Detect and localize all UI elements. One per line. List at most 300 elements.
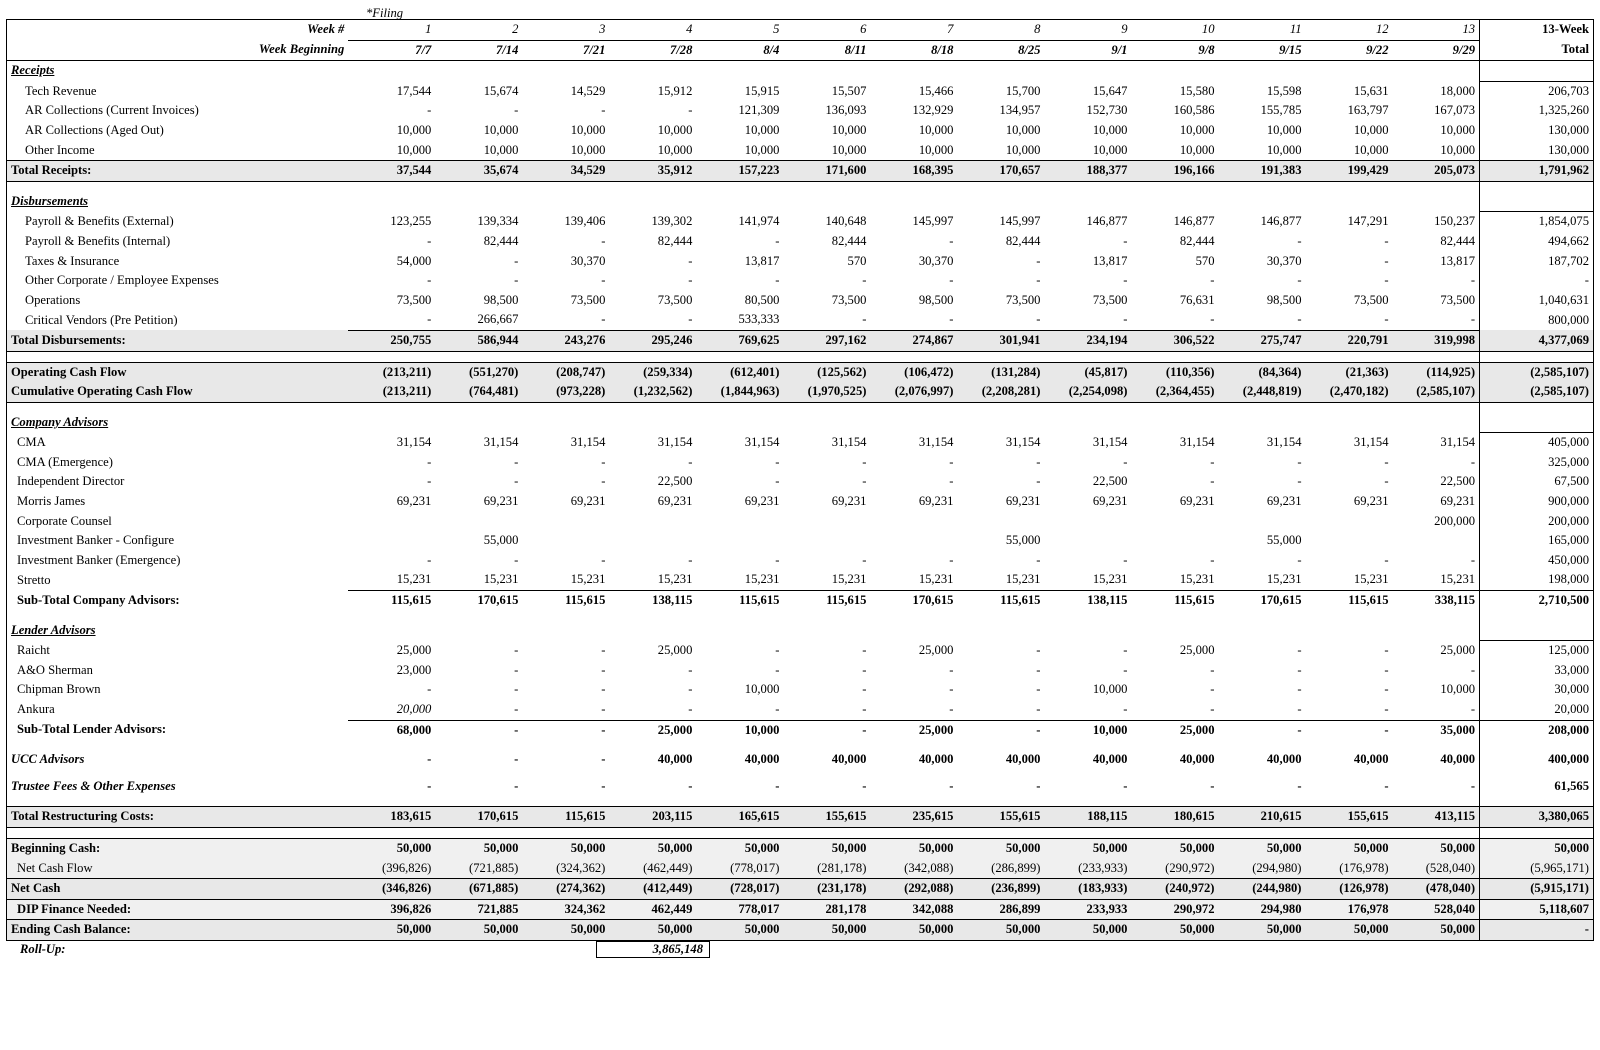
row-total: 33,000 <box>1480 661 1594 681</box>
cell: 413,115 <box>1393 807 1480 828</box>
cell: (110,356) <box>1131 362 1218 382</box>
cell: 15,915 <box>744 83 780 98</box>
table-row <box>7 661 1594 681</box>
cell: - <box>1384 233 1389 248</box>
cell: 73,500 <box>570 292 606 307</box>
cell: - <box>601 662 606 677</box>
cell: 50,000 <box>435 920 522 941</box>
cell: 180,615 <box>1131 807 1218 828</box>
cell: - <box>1384 778 1389 793</box>
receipts-title: Receipts <box>11 63 55 78</box>
cell: - <box>427 103 432 118</box>
cell: 15,631 <box>1353 83 1389 98</box>
cell <box>1219 512 1306 532</box>
rollup-label: Roll-Up: <box>20 941 66 956</box>
cell: (106,472) <box>870 362 957 382</box>
spacer-row <box>7 402 1594 413</box>
week-date: 9/15 <box>1219 40 1306 61</box>
cell <box>1131 512 1218 532</box>
cell: 170,615 <box>477 593 519 608</box>
cell: 50,000 <box>1044 838 1131 858</box>
cell: - <box>427 682 432 697</box>
cell: 13,817 <box>1092 253 1128 268</box>
week-num: 1 <box>348 20 435 41</box>
cell: - <box>949 662 954 677</box>
row-label: Morris James <box>17 494 86 509</box>
rollup-row <box>6 941 1594 963</box>
cell: - <box>427 233 432 248</box>
cell: - <box>1044 310 1131 330</box>
cell: 10,000 <box>918 122 954 137</box>
total-header-line1: 13-Week <box>1480 20 1594 41</box>
cell: 82,444 <box>1005 233 1041 248</box>
cell: 15,231 <box>1044 570 1131 590</box>
cell: 281,178 <box>825 901 867 916</box>
cell: - <box>1384 454 1389 469</box>
cell: 15,231 <box>522 570 609 590</box>
table-row <box>7 310 1594 330</box>
cell: 31,154 <box>744 435 780 450</box>
spacer-row <box>7 611 1594 621</box>
cell: 15,231 <box>435 570 522 590</box>
cell: (45,817) <box>1044 362 1131 382</box>
row-label: Critical Vendors (Pre Petition) <box>25 312 178 327</box>
cell: 140,648 <box>825 214 867 229</box>
cell: 10,000 <box>483 142 519 157</box>
cell: 14,529 <box>570 83 606 98</box>
cell: (274,362) <box>522 879 609 900</box>
cell: - <box>435 700 522 720</box>
cell <box>783 512 870 532</box>
row-total: 67,500 <box>1480 472 1594 492</box>
cell: 10,000 <box>1266 122 1302 137</box>
cell <box>348 531 435 551</box>
week-num: 11 <box>1219 20 1306 41</box>
cell: 50,000 <box>435 838 522 858</box>
cell: 40,000 <box>744 752 780 767</box>
cell: 115,615 <box>522 807 609 828</box>
cell: - <box>1210 682 1215 697</box>
section-company-advisors <box>7 413 1594 433</box>
row-total: 50,000 <box>1480 838 1594 858</box>
cell: (259,334) <box>609 362 696 382</box>
company-advisors-title: Company Advisors <box>11 414 109 429</box>
table-row <box>7 271 1594 291</box>
cell: 10,000 <box>1005 142 1041 157</box>
cell: 146,877 <box>1260 214 1302 229</box>
cell: - <box>427 752 432 767</box>
cell: 40,000 <box>918 752 954 767</box>
cell: 15,231 <box>1306 570 1393 590</box>
cell: 294,980 <box>1260 901 1302 916</box>
cell: - <box>862 642 867 657</box>
cell: 50,000 <box>870 838 957 858</box>
cell: - <box>688 273 693 288</box>
cell: 40,000 <box>1092 752 1128 767</box>
table-row <box>7 232 1594 252</box>
week-num: 6 <box>783 20 870 41</box>
cell: 167,073 <box>1434 103 1476 118</box>
cell: 10,000 <box>918 142 954 157</box>
cell: 10,000 <box>744 122 780 137</box>
table-row <box>7 252 1594 272</box>
cell: - <box>1219 310 1306 330</box>
cell: 50,000 <box>1131 920 1218 941</box>
cell: - <box>1123 642 1128 657</box>
week-num: 4 <box>609 20 696 41</box>
cell: 170,615 <box>1260 593 1302 608</box>
cell: 297,162 <box>783 330 870 351</box>
cell: 528,040 <box>1434 901 1476 916</box>
cell: - <box>1036 454 1041 469</box>
week-date: 7/21 <box>522 40 609 61</box>
cell: 50,000 <box>783 838 870 858</box>
cell: 69,231 <box>1179 494 1215 509</box>
cell: 115,615 <box>1000 593 1041 608</box>
cell: - <box>1470 552 1476 567</box>
row-label: Investment Banker (Emergence) <box>17 552 181 567</box>
row-label: Trustee Fees & Other Expenses <box>11 778 176 793</box>
cell: 73,500 <box>657 292 693 307</box>
table-row <box>7 101 1594 121</box>
cell: - <box>1123 552 1128 567</box>
cell: 40,000 <box>1440 752 1476 767</box>
cell: - <box>514 474 519 489</box>
cell: 306,522 <box>1131 330 1218 351</box>
row-label: Independent Director <box>17 474 125 489</box>
cell: - <box>688 253 693 268</box>
cell <box>783 531 870 551</box>
cell: (290,972) <box>1165 860 1215 875</box>
cell: - <box>1210 778 1215 793</box>
week-date: 8/11 <box>783 40 870 61</box>
cell: 73,500 <box>1440 292 1476 307</box>
cell: 171,600 <box>783 161 870 182</box>
net-cash-flow-row <box>7 859 1594 879</box>
cell: 15,231 <box>1131 570 1218 590</box>
cell: (131,284) <box>957 362 1044 382</box>
cell: 35,912 <box>609 161 696 182</box>
cell: 69,231 <box>483 494 519 509</box>
row-total: 165,000 <box>1480 531 1594 551</box>
lender-advisors-title: Lender Advisors <box>11 622 96 637</box>
cell: (462,449) <box>643 860 693 875</box>
cell: 40,000 <box>657 752 693 767</box>
cell <box>696 512 783 532</box>
cell: 196,166 <box>1131 161 1218 182</box>
cell <box>1393 531 1480 551</box>
cell: 25,000 <box>657 722 693 737</box>
row-label: CMA <box>17 435 46 450</box>
cell: - <box>601 103 606 118</box>
week-num: 3 <box>522 20 609 41</box>
table-row <box>7 531 1594 551</box>
cell: 147,291 <box>1347 214 1389 229</box>
cell: 274,867 <box>870 330 957 351</box>
cell: 338,115 <box>1434 593 1476 608</box>
cell: 40,000 <box>1005 752 1041 767</box>
cell: 10,000 <box>744 722 780 737</box>
week-num: 8 <box>957 20 1044 41</box>
subtotal-lender-advisors-row <box>7 720 1594 740</box>
week-date: 7/28 <box>609 40 696 61</box>
cell: 15,580 <box>1179 83 1215 98</box>
cell: 10,000 <box>396 122 432 137</box>
cell: (1,232,562) <box>609 382 696 402</box>
cell: (236,899) <box>957 879 1044 900</box>
cell: 13,817 <box>744 253 780 268</box>
ucc-advisors-row <box>7 750 1594 770</box>
cell: 31,154 <box>831 435 867 450</box>
cell: (281,178) <box>817 860 867 875</box>
cell: 170,657 <box>957 161 1044 182</box>
week-num: 10 <box>1131 20 1218 41</box>
cell: 69,231 <box>1005 494 1041 509</box>
cell: - <box>601 722 606 737</box>
cell: (1,970,525) <box>783 382 870 402</box>
cell: - <box>775 662 780 677</box>
cell: 139,302 <box>651 214 693 229</box>
cell: 35,000 <box>1440 722 1476 737</box>
cell: - <box>427 273 432 288</box>
cell: - <box>601 778 606 793</box>
row-total: 198,000 <box>1480 570 1594 590</box>
cell: - <box>1036 642 1041 657</box>
cell: - <box>1384 253 1389 268</box>
cell: 82,444 <box>657 233 693 248</box>
row-label: Ending Cash Balance: <box>7 920 349 941</box>
row-label: DIP Finance Needed: <box>17 901 132 916</box>
row-total: 3,380,065 <box>1480 807 1594 828</box>
table-row <box>7 570 1594 590</box>
cell: 31,154 <box>1266 435 1302 450</box>
cell: 10,000 <box>1092 122 1128 137</box>
cell: - <box>1036 474 1041 489</box>
cell: - <box>514 722 519 737</box>
cell: 69,231 <box>570 494 606 509</box>
cell: 115,615 <box>1348 593 1389 608</box>
cell: - <box>1123 662 1128 677</box>
table-row <box>7 512 1594 532</box>
row-total: 2,710,500 <box>1480 591 1594 611</box>
row-label: Beginning Cash: <box>7 838 349 858</box>
cell <box>609 512 696 532</box>
row-total: 1,040,631 <box>1480 291 1594 311</box>
cell: 10,000 <box>744 142 780 157</box>
row-label: Ankura <box>17 702 55 717</box>
total-header-line2: Total <box>1480 40 1594 61</box>
cell: 203,115 <box>609 807 696 828</box>
cell: (231,178) <box>783 879 870 900</box>
row-label: Other Corporate / Employee Expenses <box>25 273 219 288</box>
row-total: 187,702 <box>1480 252 1594 272</box>
row-label: AR Collections (Current Invoices) <box>25 103 199 118</box>
cell: 37,544 <box>348 161 435 182</box>
cell: 188,115 <box>1044 807 1131 828</box>
cell: - <box>1384 722 1389 737</box>
cell: - <box>522 700 609 720</box>
cell: - <box>1297 474 1302 489</box>
week-date: 7/14 <box>435 40 522 61</box>
cell: 139,406 <box>564 214 606 229</box>
row-label: Net Cash <box>7 879 349 900</box>
cell: (208,747) <box>522 362 609 382</box>
cell: 30,370 <box>1266 253 1302 268</box>
cell: - <box>1393 310 1480 330</box>
cell: 22,500 <box>1440 474 1476 489</box>
cell: - <box>775 778 780 793</box>
cell: - <box>1393 700 1480 720</box>
cell: (342,088) <box>904 860 954 875</box>
row-label: Corporate Counsel <box>17 513 112 528</box>
cell: - <box>783 700 870 720</box>
cell <box>870 531 957 551</box>
cell: - <box>1210 454 1215 469</box>
cell: 31,154 <box>570 435 606 450</box>
cell: 155,615 <box>957 807 1044 828</box>
cell: 396,826 <box>390 901 432 916</box>
cell: - <box>609 700 696 720</box>
cell: 50,000 <box>957 838 1044 858</box>
row-total: (2,585,107) <box>1480 362 1594 382</box>
row-label: Total Restructuring Costs: <box>7 807 349 828</box>
cell: 31,154 <box>483 435 519 450</box>
cell: (2,470,182) <box>1306 382 1393 402</box>
cell: 170,615 <box>435 807 522 828</box>
cell: 31,154 <box>1092 435 1128 450</box>
section-disbursements <box>7 192 1594 212</box>
cell: - <box>775 233 780 248</box>
cell: 10,000 <box>831 122 867 137</box>
cell: - <box>522 310 609 330</box>
cell: - <box>862 662 867 677</box>
cell: 157,223 <box>696 161 783 182</box>
cell: - <box>427 474 432 489</box>
table-row <box>7 472 1594 492</box>
cell: (213,211) <box>348 382 435 402</box>
cell: 778,017 <box>738 901 780 916</box>
cell: 146,877 <box>1086 214 1128 229</box>
cell: 17,544 <box>396 83 432 98</box>
cell: - <box>957 310 1044 330</box>
cell: 73,500 <box>831 292 867 307</box>
cell: (412,449) <box>609 879 696 900</box>
cell: (612,401) <box>696 362 783 382</box>
cell: 220,791 <box>1306 330 1393 351</box>
row-total: 130,000 <box>1480 141 1594 161</box>
cell: (396,826) <box>382 860 432 875</box>
cell: 50,000 <box>1219 838 1306 858</box>
cell: 121,309 <box>738 103 780 118</box>
cell: 73,500 <box>1092 292 1128 307</box>
cell: - <box>1131 310 1218 330</box>
row-total: 494,662 <box>1480 232 1594 252</box>
cell: - <box>601 474 606 489</box>
cell: 54,000 <box>396 253 432 268</box>
beginning-cash-row <box>7 838 1594 858</box>
row-label: Operations <box>25 292 81 307</box>
cell: 188,377 <box>1044 161 1131 182</box>
cell: - <box>514 103 519 118</box>
cell: - <box>1470 778 1476 793</box>
cell: 170,615 <box>912 593 954 608</box>
cell: 234,194 <box>1044 330 1131 351</box>
cell: 115,615 <box>826 593 867 608</box>
cell: - <box>1306 310 1393 330</box>
row-total: 1,854,075 <box>1480 212 1594 232</box>
cell: 50,000 <box>1393 920 1480 941</box>
cell: 160,586 <box>1173 103 1215 118</box>
cell: - <box>1123 778 1128 793</box>
cell: - <box>1384 273 1389 288</box>
cell: - <box>862 273 867 288</box>
cell: 342,088 <box>912 901 954 916</box>
cell: 50,000 <box>696 838 783 858</box>
cell <box>1044 531 1131 551</box>
total-disbursements-row <box>7 330 1594 351</box>
cell: 15,507 <box>831 83 867 98</box>
row-label: AR Collections (Aged Out) <box>25 122 164 137</box>
cell: 15,647 <box>1092 83 1128 98</box>
cell: (294,980) <box>1252 860 1302 875</box>
cell: 15,231 <box>609 570 696 590</box>
cell: 152,730 <box>1086 103 1128 118</box>
cell: - <box>1297 233 1302 248</box>
cell: 570 <box>1195 253 1215 268</box>
cell: - <box>775 474 780 489</box>
cell: - <box>348 310 435 330</box>
row-label: Payroll & Benefits (External) <box>25 214 174 229</box>
cell: (2,448,819) <box>1219 382 1306 402</box>
cell: 15,466 <box>918 83 954 98</box>
row-total: - <box>1480 271 1594 291</box>
cell: 132,929 <box>912 103 954 118</box>
cell: - <box>1384 662 1389 677</box>
cell: 30,370 <box>570 253 606 268</box>
row-total: 450,000 <box>1480 551 1594 571</box>
table-row <box>7 433 1594 453</box>
section-receipts <box>7 61 1594 82</box>
cell: 200,000 <box>1434 513 1476 528</box>
cell: 50,000 <box>696 920 783 941</box>
cell: 115,615 <box>391 593 432 608</box>
cell: - <box>1297 552 1302 567</box>
row-total: 400,000 <box>1480 750 1594 770</box>
cell: - <box>688 103 693 118</box>
header-date-row <box>7 40 1594 61</box>
cell: - <box>862 474 867 489</box>
cell: - <box>688 682 693 697</box>
cell: 25,000 <box>1440 642 1476 657</box>
row-label: Total Disbursements: <box>7 330 349 351</box>
cell: - <box>1131 700 1218 720</box>
cell: - <box>1036 682 1041 697</box>
cell: 10,000 <box>1092 722 1128 737</box>
row-total: - <box>1480 920 1594 941</box>
cell: (346,826) <box>348 879 435 900</box>
cell: - <box>1384 552 1389 567</box>
cell: 136,093 <box>825 103 867 118</box>
cell: 10,000 <box>1266 142 1302 157</box>
cell: 533,333 <box>696 310 783 330</box>
row-label: Other Income <box>25 142 95 157</box>
row-total: 206,703 <box>1480 81 1594 101</box>
cell: 290,972 <box>1173 901 1215 916</box>
cell: 10,000 <box>657 142 693 157</box>
cell: - <box>1306 700 1393 720</box>
cell: - <box>862 778 867 793</box>
cell: (671,885) <box>435 879 522 900</box>
